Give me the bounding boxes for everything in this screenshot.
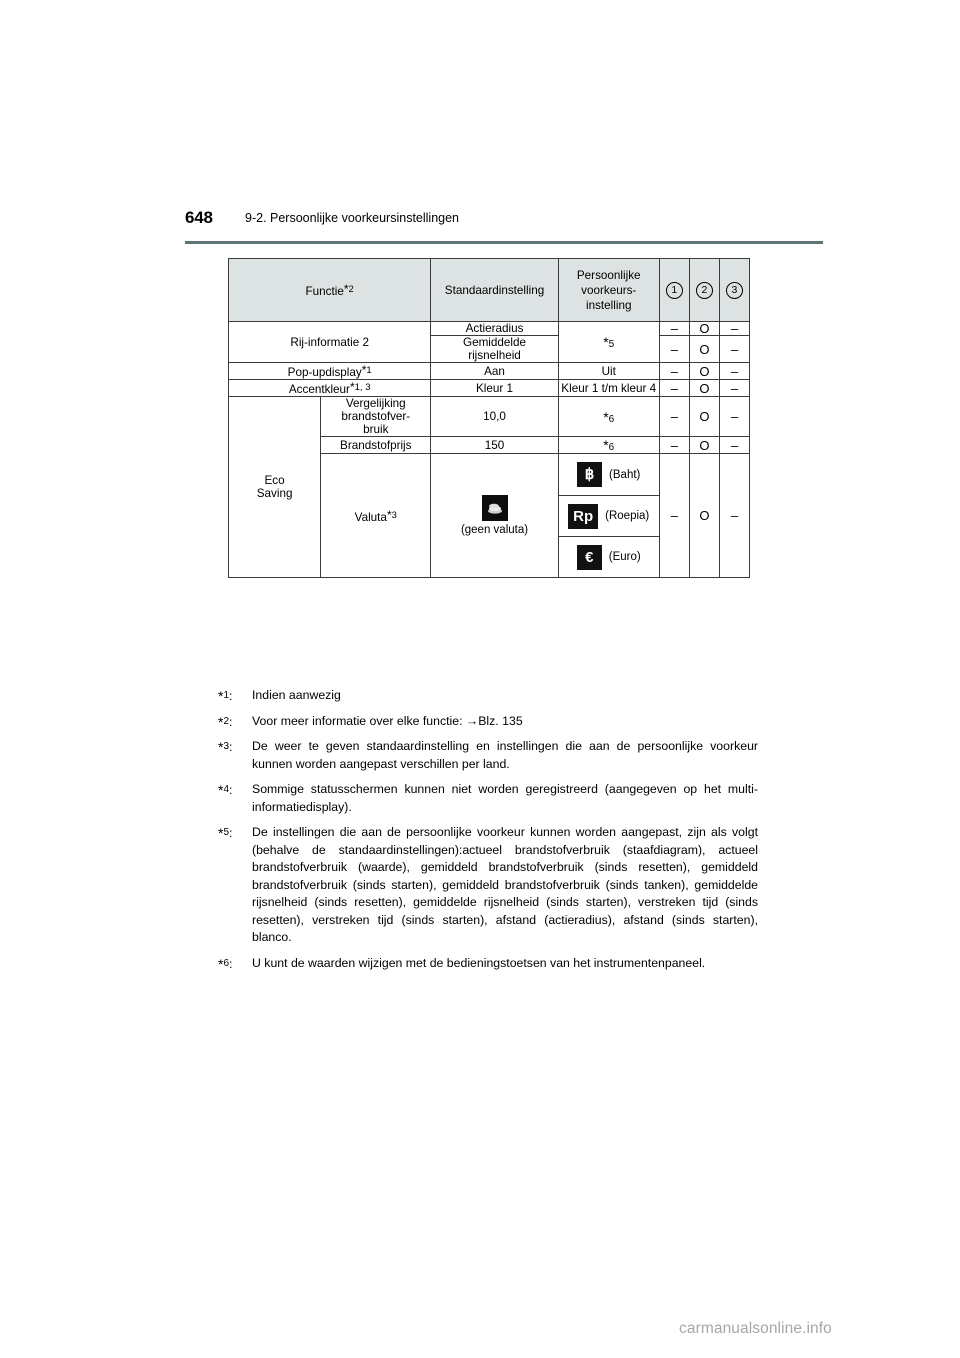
mark-cell: –: [659, 336, 689, 363]
cell-preference-valuta: [558, 454, 659, 578]
footnote-3-text: De weer te geven standaardinstelling en instellingen die aan de persoonlijke voorkeur kunnen worden aangepast verschillen per land.: [252, 739, 758, 771]
mark-cell: –: [719, 437, 749, 454]
footnote-2-marker: *2:: [218, 713, 233, 730]
mark-cell: –: [719, 336, 749, 363]
cell-standard-valuta: [431, 454, 558, 578]
cell-preference-accentkleur: Kleur 1 t/m kleur 4: [558, 380, 659, 397]
mark-cell: –: [659, 397, 689, 437]
mark-cell: –: [719, 454, 749, 578]
mark-cell: O: [689, 437, 719, 454]
valuta-label: Valuta: [354, 510, 387, 524]
cell-preference-brandstofprijs: [558, 437, 659, 454]
row-label-rij-informatie-2: Rij-informatie 2: [229, 322, 431, 363]
currency-option-roepia[interactable]: [559, 495, 659, 536]
vergelijking-line-3: bruik: [363, 423, 389, 436]
footnotes-list: [218, 687, 758, 980]
footnote-4-marker: *4:: [218, 782, 233, 798]
column-header-persoonlijke-voorkeursinstelling: [558, 259, 659, 322]
row-label-eco-saving: [229, 397, 321, 578]
column-header-functie-label: Functie: [305, 284, 344, 298]
footnote-3: [218, 738, 758, 773]
cell-sub-vergelijking: [321, 397, 431, 437]
footnote-ref-6: *6: [603, 408, 615, 425]
column-header-mark-1: [659, 259, 689, 322]
mark-cell: –: [719, 322, 749, 336]
table-row: [229, 322, 750, 336]
footnote-5: [218, 824, 758, 947]
mark-cell: –: [659, 322, 689, 336]
footnote-1: [218, 687, 758, 705]
valuta-footnote-ref: *3: [386, 507, 397, 522]
currency-option-baht[interactable]: [559, 454, 659, 495]
coin-stack-icon: [482, 495, 508, 521]
page-section-title: 9-2. Persoonlijke voorkeursinstellingen: [245, 211, 460, 225]
persoonlijke-line-2: voorkeurs-: [581, 283, 637, 297]
cell-standard-gemiddelde-rijsnelheid: [431, 336, 558, 363]
cell-standard-vergelijking: 10,0: [431, 397, 558, 437]
eco-saving-line-1: Eco: [264, 474, 285, 487]
page-number: 648: [185, 208, 213, 227]
footnote-ref-6: *6: [603, 437, 615, 453]
header-divider: [185, 241, 823, 244]
persoonlijke-line-1: Persoonlijke: [576, 268, 641, 282]
cell-preference-rij-informatie: [558, 322, 659, 363]
circled-number-1-icon: 1: [666, 282, 683, 299]
footnote-6: [218, 955, 758, 973]
mark-cell: –: [719, 397, 749, 437]
mark-cell: O: [689, 322, 719, 336]
mark-cell: –: [659, 437, 689, 454]
site-watermark: carmanualsonline.info: [679, 1320, 832, 1337]
vergelijking-line-1: Vergelijking: [345, 397, 406, 410]
pop-updisplay-footnote-ref: *1: [361, 363, 372, 377]
mark-cell: –: [659, 454, 689, 578]
currency-label-euro: (Euro): [608, 551, 641, 563]
mark-cell: –: [659, 363, 689, 380]
footnote-1-text: Indien aanwezig: [252, 688, 341, 702]
currency-label-baht: (Baht): [609, 468, 641, 481]
currency-label-roepia: (Roepia): [605, 510, 650, 522]
table-row: [229, 363, 750, 380]
vergelijking-line-2: brandstofver-: [341, 410, 411, 423]
settings-table: [228, 258, 750, 578]
cell-standard-actieradius: Actieradius: [431, 322, 558, 336]
circled-number-2-icon: 2: [696, 282, 713, 299]
column-header-standaardinstelling: Standaardinstelling: [431, 259, 558, 322]
mark-cell: O: [689, 380, 719, 397]
table-row: [229, 380, 750, 397]
persoonlijke-line-3: instelling: [585, 298, 632, 312]
cell-standard-accentkleur: Kleur 1: [431, 380, 558, 397]
table-row: [229, 397, 750, 437]
gemiddelde-line-1: Gemiddelde: [462, 336, 527, 349]
footnote-5-text: De instellingen die aan de persoonlijke voorkeur kunnen worden aangepast, zijn als volgt (behalve de standaardinstellingen):actueel brandstofverbruik (staafdiagram), actueel brandstofverbruik (waarde), gemiddeld brandstofverbruik (sinds resetten), gemiddeld brandstofverbruik (sinds starten), gemiddeld brandstofverbruik (sinds tanken), gemiddelde rijsnelheid (sinds resetten), gemiddelde rijsnelheid (sinds starten), verstreken tijd (sinds resetten), verstreken tijd (sinds starten), afstand (actieradius), afstand (sinds starten), blanco.: [252, 825, 758, 944]
footnote-4-text: Sommige statusschermen kunnen niet worden geregistreerd (aangegeven op het multi-informatiedisplay).: [252, 782, 758, 814]
row-label-pop-updisplay: [229, 363, 431, 380]
table-header-row: [229, 259, 750, 322]
cell-standard-brandstofprijs: 150: [431, 437, 558, 454]
functie-footnote-ref: *2: [343, 281, 354, 296]
cell-sub-valuta: [321, 454, 431, 578]
circled-number-3-icon: 3: [726, 282, 743, 299]
column-header-mark-2: [689, 259, 719, 322]
mark-cell: –: [659, 380, 689, 397]
eco-saving-line-2: Saving: [256, 487, 293, 500]
footnote-6-marker: *6:: [218, 955, 233, 972]
mark-cell: O: [689, 363, 719, 380]
footnote-2-text: Voor meer informatie over elke functie: →Blz. 135: [252, 713, 523, 728]
cell-standard-pop-updisplay: Aan: [431, 363, 558, 380]
mark-cell: O: [689, 454, 719, 578]
gemiddelde-line-2: rijsnelheid: [468, 349, 521, 362]
footnote-3-marker: *3:: [218, 739, 233, 755]
pop-updisplay-label: Pop-updisplay: [287, 366, 362, 379]
footnote-2: [218, 713, 758, 731]
mark-cell: –: [719, 380, 749, 397]
column-header-mark-3: [719, 259, 749, 322]
mark-cell: –: [719, 363, 749, 380]
accentkleur-footnote-ref: *1, 3: [349, 380, 371, 394]
footnote-5-marker: *5:: [218, 825, 233, 841]
accentkleur-label: Accentkleur: [288, 383, 350, 396]
cell-preference-pop-updisplay: Uit: [558, 363, 659, 380]
page-header: [185, 208, 825, 238]
currency-options-list: [559, 454, 659, 577]
baht-icon: ฿: [577, 462, 602, 487]
currency-option-euro[interactable]: [559, 536, 659, 577]
cell-sub-brandstofprijs: Brandstofprijs: [321, 437, 431, 454]
mark-cell: O: [689, 397, 719, 437]
footnote-ref-5: *5: [603, 334, 615, 350]
rupiah-icon: Rp: [568, 504, 598, 529]
row-label-accentkleur: [229, 380, 431, 397]
no-currency-caption: (geen valuta): [460, 524, 529, 536]
column-header-functie: [229, 259, 431, 322]
footnote-6-text: U kunt de waarden wijzigen met de bedieningstoetsen van het instrumentenpaneel.: [252, 955, 706, 970]
no-currency-display: [431, 489, 557, 542]
footnote-4: [218, 781, 758, 816]
euro-icon: €: [577, 545, 602, 570]
mark-cell: O: [689, 336, 719, 363]
footnote-1-marker: *1:: [218, 688, 233, 704]
cell-preference-vergelijking: [558, 397, 659, 437]
